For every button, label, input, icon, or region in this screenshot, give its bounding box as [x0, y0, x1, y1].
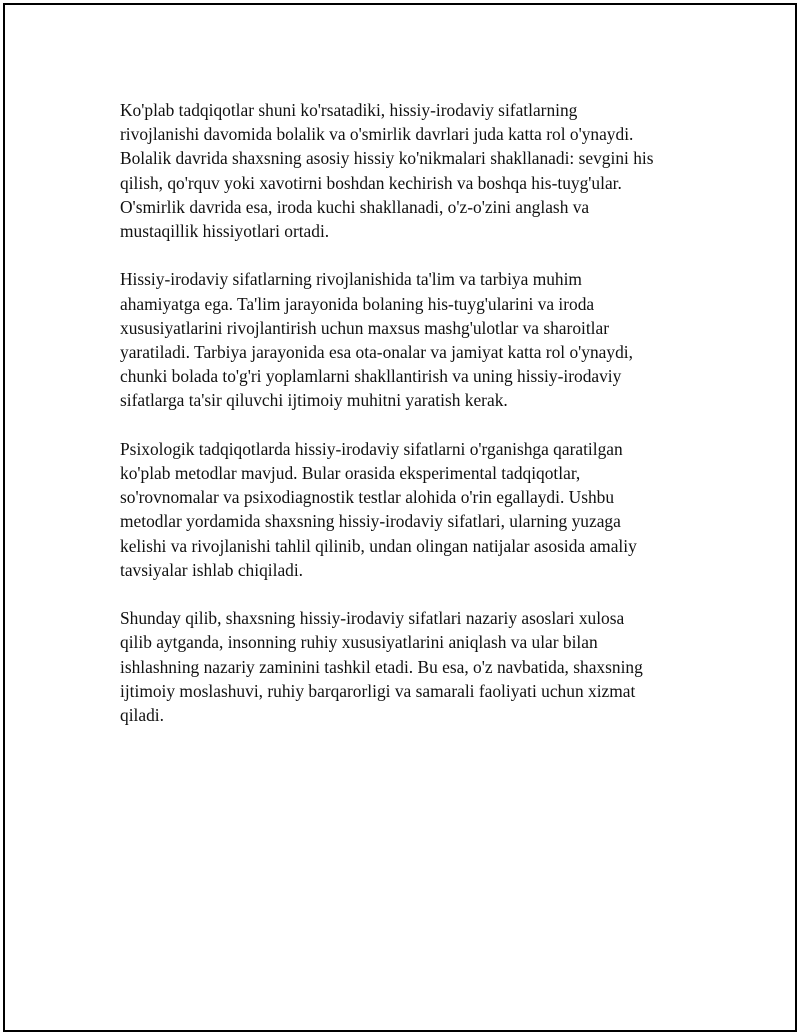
text-line: tavsiyalar ishlab chiqiladi. [120, 559, 304, 580]
text-line: Ko'plab tadqiqotlar shuni ko'rsatadiki, hissiy-irodaviy sifatlarning [120, 100, 578, 120]
text-line: ijtimoiy moslashuvi, ruhiy barqarorligi va samarali faoliyati uchun xizmat [120, 680, 636, 701]
text-line: chunki bolada to'g'ri yoplamlarni shakllantirish va uning hissiy-irodaviy [120, 366, 622, 387]
text-line: Hissiy-irodaviy sifatlarning rivojlanishida ta'lim va tarbiya muhim [120, 269, 582, 290]
text-line: Psixologik tadqiqotlarda hissiy-irodaviy sifatlarni o'rganishga qaratilgan [120, 438, 623, 459]
text-line: ahamiyatga ega. Ta'lim jarayonida bolaning his-tuyg'ularini va iroda [120, 293, 595, 314]
text-line: yaratiladi. Tarbiya jarayonida esa ota-onalar va jamiyat katta rol o'ynaydi, [120, 342, 633, 363]
text-line: Shunday qilib, shaxsning hissiy-irodaviy sifatlari nazariy asoslari xulosa [120, 608, 625, 629]
text-line: rivojlanishi davomida bolalik va o'smirlik davrlari juda katta rol o'ynaydi. [120, 124, 634, 145]
text-line: so'rovnomalar va psixodiagnostik testlar alohida o'rin egallaydi. Ushbu [120, 487, 615, 508]
document-page [3, 3, 797, 1032]
text-line: Bolalik davrida shaxsning asosiy hissiy ko'nikmalari shakllanadi: sevgini his [120, 148, 654, 169]
paragraph-2 [120, 267, 700, 412]
text-line: ko'plab metodlar mavjud. Bular orasida eksperimental tadqiqotlar, [120, 463, 581, 484]
text-line: sifatlarga ta'sir qiluvchi ijtimoiy muhitni yaratish kerak. [120, 390, 508, 411]
text-line: metodlar yordamida shaxsning hissiy-irodaviy sifatlari, ularning yuzaga [120, 511, 621, 532]
text-line: qiladi. [120, 705, 164, 726]
paragraph-3 [120, 437, 700, 582]
text-line: kelishi va rivojlanishi tahlil qilinib, undan olingan natijalar asosida amaliy [120, 535, 637, 556]
text-line: qilib aytganda, insonning ruhiy xususiyatlarini aniqlash va ular bilan [120, 632, 598, 653]
text-line: ishlashning nazariy zaminini tashkil etadi. Bu esa, o'z navbatida, shaxsning [120, 656, 643, 677]
text-line: qilish, qo'rquv yoki xavotirni boshdan kechirish va boshqa his-tuyg'ular. [120, 172, 622, 193]
document-body [120, 98, 700, 751]
paragraph-4 [120, 606, 700, 727]
paragraph-1 [120, 98, 700, 243]
text-line: mustaqillik hissiyotlari ortadi. [120, 221, 330, 242]
text-line: O'smirlik davrida esa, iroda kuchi shakllanadi, o'z-o'zini anglash va [120, 196, 590, 217]
text-line: xususiyatlarini rivojlantirish uchun maxsus mashg'ulotlar va sharoitlar [120, 317, 610, 338]
